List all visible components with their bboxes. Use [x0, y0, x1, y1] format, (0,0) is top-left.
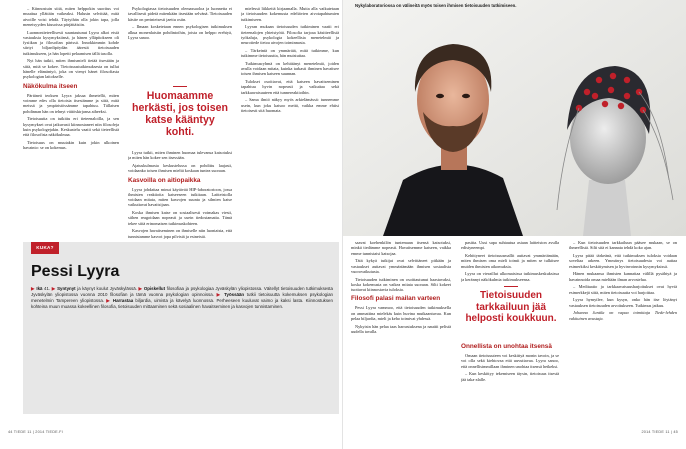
paragraph: Tutkimusryhmä on kehittänyt menetelmiä, joiden avulla voidaan mitata, kuinka tarkasti ihminen havaitsee toisen ihmisen katseen suunnan.	[241, 60, 339, 77]
page-footer-right: 2014 TIEDE 11 | 45	[641, 430, 678, 434]
bio-value: ja käynyt koulut Jyväskylässä.	[77, 286, 137, 291]
paragraph: – Ilmaan kosketetaan ennen psykologisen tutkimuksen alkua monenlaisiin pohdintoihin, joista on helppo erehtyä, Lyyra sanoo.	[128, 24, 232, 40]
paragraph: Tietoisuus on muutakin kuin jokin ulkoinen havainto: se on kokemus.	[23, 139, 119, 151]
page-footer-left: 44 TIEDE 11 | 2014 TIEDE.FI	[8, 430, 63, 434]
paragraph: Koska ihmisen katse on sosiaalisesti voimakas viesti, siihen reagoidaan nopeasti ja usein tiedostamatta. Tämä tekee siitä erinomaisen tutkimuskohteen.	[128, 210, 232, 226]
arrow-icon: ▶	[51, 286, 56, 291]
pull-quote: Huomaamme herkästi, jos toisen katse kääntyy kohti.	[132, 86, 228, 138]
article-column-5-top	[461, 240, 559, 284]
subheading: Filosofi palasi mailan varteen	[351, 295, 441, 303]
paragraph: – Sama ilmiö näkyy myös arkielämässä: tunnemme usein, kun joku katsoo meitä, vaikka emme ehtisi tietoisesti sitä huomata.	[241, 97, 339, 113]
photo-caption: Nykylaboratoriossa on välineitä myös toisen ihmisen tietoisuuden tutkimiseen.	[355, 3, 517, 8]
paragraph: Nyt hän tutkii, miten ihmismieli tietää itsestään ja siitä, mitä se kokee. Tietoisuustutkimuksesta on tullut hänelle elämäntyö, joka on vienyt hänet filosofiasta psykologian laitokselle.	[23, 58, 119, 80]
arrow-icon: ▶	[106, 298, 111, 303]
right-page	[343, 0, 686, 449]
quote-dash	[504, 286, 518, 287]
paragraph: Pärtäneä teoksen Lyyra jaksaa ihmetellä, miten voimme edes olla tietoisia itsestämme ja siitä, mitä meissä ja ympäristössämme tapahtuu. Tällaisen pohdinnan hän on tehnyt väitöskirjansa aiheeksi.	[23, 92, 119, 114]
bio-value: filosofiaa ja psykologiaa Jyväskylän yliopistossa. Väitellyt tietoisuuden tutkimuksesta Jyväskylän yliopistossa vuonna 2010 filosofian ja tämä vuonna psykologian opinnoissa.	[31, 286, 333, 297]
author-byline: Johanna Juntila on vapaa toimittaja Tiede-lehden vakituinen avustaja.	[569, 310, 677, 321]
bio-value: 41.	[44, 286, 51, 291]
article-column-6	[569, 240, 677, 428]
paragraph: Pessi Lyyra vammoo, että tietoisuuden tutkimuksella on ammattina mielekäs kuin huvina mutkaantuvaa. Kun pelaa biljardia, mieli ja keho toimivat yhdessä.	[351, 305, 451, 322]
paragraph: Lyyra pitää tärkeänä, että tutkimuksen tuloksia voidaan soveltaa arkeen. Ymmärrys tietoisuudesta voi auttaa esimerkiksi keskittymisen ja hyvinvoinnin kysymyksissä.	[569, 252, 677, 269]
paragraph: Kasvojen havaitseminen on ihmiselle niin luontaista, että tunnistamme kasvot jopa pilvistä ja esineistä.	[128, 228, 232, 239]
article-column-1	[23, 6, 119, 238]
bio-box	[23, 242, 339, 414]
paragraph: – Meditaatio ja tarkkaavaisuusharjoitukset ovat hyviä esimerkkejä siitä, miten tietoisuutta voi harjoittaa.	[569, 284, 677, 295]
paragraph: pasitta. Uusi sapa suhtautua asiaan laitteiston avulla edistyneempi.	[461, 240, 559, 251]
bio-value: biljardia, uimista ja kävelyä luonnossa. Perheeseen kuuluvat vaimo ja kaksi lasta.	[135, 298, 304, 303]
paragraph: Omaan tietoisuuteen voi keskittyä monin tavoin, ja se voi olla sekä kiehtovaa että uuvuttavaa. Lyyra sanoo, että onnellisimmillaan ihminen unohtaa itsensä hetkeksi.	[461, 353, 559, 369]
paragraph: – Tärkeintä on ymmärtää, mitä tutkimme, kun tutkimme tietoisuutta, hän muistuttaa.	[241, 47, 339, 59]
arrow-icon: ▶	[216, 292, 222, 297]
bio-value: Kiinnostuksen kohteina muun muassa kokeellinen filosofia, tietoisuuden mittaaminen sekä sosiaalinen havaitseminen ja kasvojen tunnistaminen.	[31, 298, 333, 309]
arrow-icon: ▶	[138, 286, 143, 291]
pull-quote: Tietoisuuden tarkkailuun jää helposti koukkuun.	[465, 286, 557, 325]
bio-tag: KUKA?	[31, 242, 59, 254]
paragraph: Lyyra tutkii, miten ihminen huomaa tulevansa katsotuksi ja miten hän kokee sen itsessään.	[128, 150, 232, 161]
photo-illustration	[343, 0, 686, 236]
portrait-photo	[343, 0, 686, 236]
bio-label: Syntynyt	[57, 286, 76, 291]
paragraph: Ajatuskulmasta keskustelussa on pohdittu laajasti, voidaanko toisen ihmisen mieltä koskaan tuntea suoraan.	[128, 162, 232, 174]
paragraph: mielessä liikkeitä kirjaamalla. Mutta alla vaikutetaan ja tietoisuuden kokemusta edeltävien aivotapahtumien tutkimiseen.	[241, 6, 339, 22]
paragraph: Hänen mukaansa ihmisten kannattaa välillä pysähtyä ja havainnoida omaa mieltään ilman arvostelua.	[569, 271, 677, 282]
subheading: Onnellista on unohtaa itsensä	[461, 343, 552, 350]
paragraph: – Kun tietoisuuden tarkkailuun pääsee mukaan, se on ihmeellistä. Silti sitä ei kannata tehdä koko ajan.	[569, 240, 677, 251]
bio-label: Työssään	[224, 292, 245, 297]
paragraph: Lyyra on vieraillut ulkomaisissa tutkimuskeskuksissa ja kerännyt näkökulmia tutkimukseensa.	[461, 271, 559, 282]
paragraph: – Kun keskittyy tekemiseen täysin, tietoisuus itsestä jää taka-alalle.	[461, 371, 559, 382]
quote-dash	[173, 86, 187, 87]
paragraph: Kehittyneet tietoisuusmallit auttavat ymmärtämään, miten ihmisen oma mieli toimii ja miten se tulkitsee muiden ihmisten aikomuksia.	[461, 252, 559, 269]
paragraph: Tätä kykyä tutkijat ovat selvittäneet pitkään ja vastaukset auttavat ymmärtämään ihmisen sosiaalista vuorovaikutusta.	[351, 258, 451, 274]
article-column-2-top	[128, 6, 232, 84]
paragraph: Lyyran mukaan tietoisuuden tutkiminen vaatii eri tieteenalojen yhteistyötä. Filosofia tarjoaa käsitteellisiä työkaluja, psykologia kokeellisia menetelmiä ja neurotiede tietoa aivojen toiminnasta.	[241, 24, 339, 46]
bio-value: tutkii tietoisuutta kokemuksen psykologian menetelmin Tampereen yliopistossa.	[31, 292, 333, 303]
paragraph: – Kiinnostuin siitä, miten helppokin suoritus voi muuttua yllättäin vaikeaksi. Halusin selvittää, mitä aivoille voisi tehdä. Täytyihän olla jokin tapa, jolla meneisyyden kiusoissa pärjättäisiin.	[23, 6, 119, 27]
bio-text	[31, 286, 333, 310]
paragraph: Tietoisuutta on tutkittu eri tieteenaloilla, ja sen kysymykset ovat jatkuvasti kiinnostaneet niin filosofeja kuin psykologejakin. Keskustelu vaatii sekä tieteellistä että filosofista näkökulmaa.	[23, 116, 119, 138]
paragraph: Lyyra hymyilee, kun kysyn, onko hän itse löytänyt vastauksen tietoisuuden arvoitukseen. Tutkimus jatkuu.	[569, 297, 677, 308]
article-column-4	[351, 240, 451, 428]
paragraph: Nykyisin hän pelaa taas harrastuksena ja nauttii pelistä uudella tavalla.	[351, 323, 451, 335]
arrow-icon: ▶	[31, 286, 35, 291]
subheading: Kasvoilla on aitiopaikka	[128, 176, 201, 184]
paragraph: Tietoisuuden tutkiminen on osoittautunut haastavaksi, koska kokemusta on vaikea mitata suoraan. Silti kokeet tuottavat kiinnostavia tuloksia.	[351, 276, 451, 293]
bio-label: Ikä	[36, 286, 43, 291]
subheading: Näkökulma itseen	[23, 82, 78, 90]
paragraph: saavat koehenkilön tuntemaan itsensä katsotuksi, minkä tiedämme nopeasti. Havaitsemme katseen, vaikka emme tunnistaisi katsojaa.	[351, 240, 451, 256]
paragraph: Luonnontieteellisesti suuntautunut Lyyra alkoi etsiä vastauksia kysymyksiinsä, ja hänen ylläpitokseen oli fysiikan ja filosofian pärissä. Innokkimmin kohde siirtyi biljardipöydän äärestä tietoisuuden tutkimukseen, ja hän lopetti pelaamisen tällä tasolla.	[23, 29, 119, 56]
bio-label: Harrastaa	[112, 298, 134, 303]
bio-label: Opiskellut	[143, 286, 166, 291]
article-column-2-bottom	[128, 150, 232, 240]
bio-name: Pessi Lyyra	[31, 263, 120, 280]
paragraph: Tulokset osoittavat, että katseen havaitseminen tapahtuu hyvin nopeasti ja vaikuttaa sekä tarkkaavaisuuteen että tunnereaktioihin.	[241, 79, 339, 95]
article-column-5-bottom	[461, 340, 559, 428]
article-column-3	[241, 6, 339, 238]
paragraph: Lyyra johdattaa minut käytävää HIP-laboratorioon, jossa ihmisten reaktioita katseeseen tutkitaan. Laitteistolla voidaan mitata, miten kasvojen suunta ja silmien katse vaikuttavat havaitsijaan.	[128, 186, 232, 208]
paragraph: Psykologiassa tietoisuuden olemassaoloa ja luonnetta ei tavallisesti pidetä mitenkään itsestään selvänä. Tietoisuuden käsite on perinteisesti jaettu osiin.	[128, 6, 232, 22]
